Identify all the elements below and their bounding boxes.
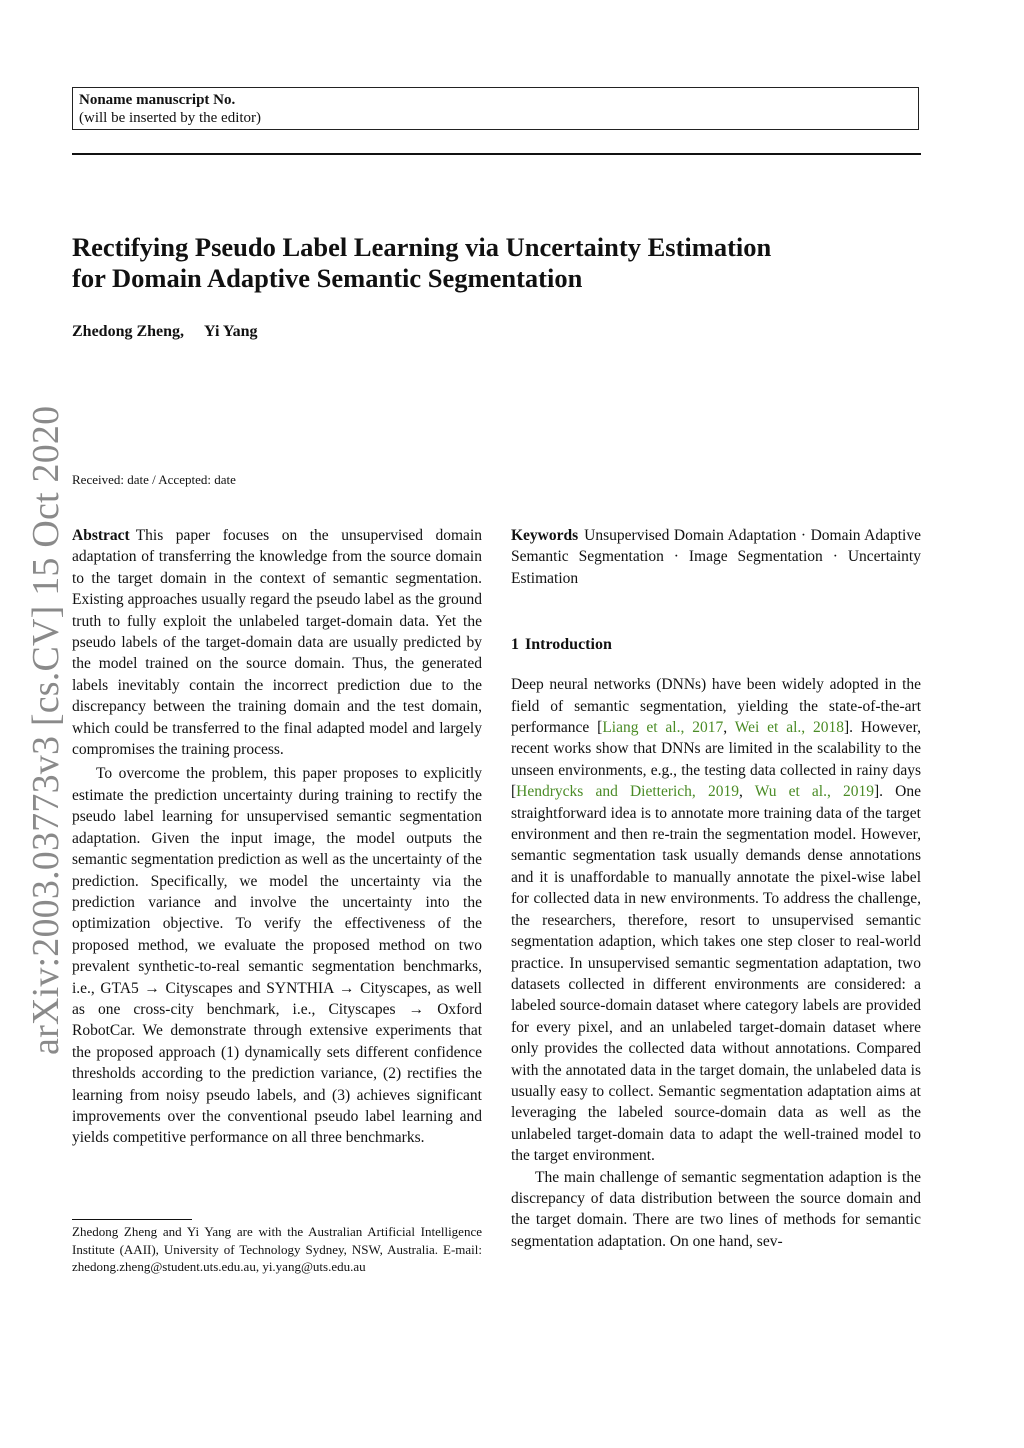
citation-link[interactable]: Hendrycks and Dietterich, 2019 <box>516 783 739 801</box>
author-1: Zhedong Zheng, <box>72 323 185 340</box>
intro-text-1: Deep neural networks (DNNs) have been widely adopted in the field of semantic segmentation, yielding the state-of-the-art performance [ <box>511 676 921 737</box>
author-2: Yi Yang <box>204 323 258 340</box>
section-title: Introduction <box>525 636 612 654</box>
section-heading-introduction <box>511 634 921 655</box>
header-rule <box>72 153 921 155</box>
intro-text-4: , <box>738 783 755 801</box>
author-list <box>72 323 258 341</box>
abstract-label: Abstract <box>72 527 130 544</box>
citation-link[interactable]: Wei et al., 2018 <box>734 719 845 737</box>
intro-text-5: ]. One straightforward idea is to annotate more training data of the target environment and then re-train the segmentation model. However, semantic segmentation task usually demands dense annotations and it is unaffordable to manually annotate the pixel-wise label for collected data in new environments. To address the challenge, the researchers, therefore, resort to unsupervised semantic segmentation adaption, which takes one step closer to real-world practice. In unsupervised semantic segmentation adaptation, two datasets collected in different environments are considered: a labeled source-domain dataset where category labels are provided for every pixel, and an unlabeled target-domain dataset where only provides the collected data without annotations. Compared with the annotated data in the target domain, the unlabeled data is usually easy to collect. Semantic segmentation adaptation aims at leveraging the labeled source-domain data as well as the unlabeled target-domain data to adapt the well-trained model to the target environment. <box>511 783 921 1165</box>
intro-text-2: , <box>723 719 735 737</box>
manuscript-number: Noname manuscript No. <box>79 92 236 108</box>
citation-link[interactable]: Liang et al., 2017 <box>602 719 724 737</box>
abstract-text-1: This paper focuses on the unsupervised domain adaptation of transferring the knowledge from the source domain to the target domain in the context of semantic segmentation. Existing approaches usually regard the pseudo label as the ground truth to fully exploit the unlabeled target-domain data. Yet the pseudo labels of the target-domain data are usually predicted by the model trained on the source domain. Thus, the generated labels inevitably contain the incorrect prediction due to the discrepancy between the training domain and the test domain, which could be transferred to the final adapted model and largely compromises the training process. <box>72 527 482 759</box>
right-column <box>511 525 921 1252</box>
arxiv-identifier-stamp: arXiv:2003.03773v3 [cs.CV] 15 Oct 2020 <box>25 405 67 1055</box>
paper-title <box>72 232 921 294</box>
left-column <box>72 525 482 1149</box>
keywords-text: Unsupervised Domain Adaptation · Domain Adaptive Semantic Segmentation · Image Segmentation · Uncertainty Estimation <box>511 527 921 587</box>
intro-paragraph-1 <box>511 674 921 1166</box>
editor-note: (will be inserted by the editor) <box>79 110 262 126</box>
manuscript-header-box <box>72 87 919 130</box>
intro-text-3: ]. However, recent works show that DNNs are limited in the scalability to the unseen environments, e.g., the testing data collected in rainy days [ <box>511 719 921 801</box>
paper-title-line-1: Rectifying Pseudo Label Learning via Uncertainty Estimation <box>72 232 772 262</box>
citation-link[interactable]: Wu et al., 2019 <box>754 783 874 801</box>
received-date: Received: date / Accepted: date <box>72 472 236 487</box>
keywords-label: Keywords <box>511 527 579 544</box>
section-number: 1 <box>511 636 519 654</box>
footnote-rule <box>72 1219 192 1220</box>
paper-title-line-2: for Domain Adaptive Semantic Segmentation <box>72 263 583 293</box>
abstract-paragraph-1 <box>72 525 482 760</box>
keywords-block <box>511 525 921 589</box>
abstract-paragraph-2: To overcome the problem, this paper proposes to explicitly estimate the prediction uncertainty during training to rectify the pseudo label learning for unsupervised semantic segmentation adaptation. Given the input image, the model outputs the semantic segmentation prediction as well as the uncertainty of the prediction. Specifically, we model the uncertainty via the prediction variance and involve the uncertainty into the optimization objective. To verify the effectiveness of the proposed method, we evaluate the proposed method on two prevalent synthetic-to-real semantic segmentation benchmarks, i.e., GTA5 → Cityscapes and SYNTHIA → Cityscapes, as well as one cross-city benchmark, i.e., Cityscapes → Oxford RobotCar. We demonstrate through extensive experiments that the proposed approach (1) dynamically sets different confidence thresholds according to the prediction variance, (2) rectifies the learning from noisy pseudo labels, and (3) achieves significant improvements over the conventional pseudo label learning and yields competitive performance on all three benchmarks. <box>72 765 482 1147</box>
intro-paragraph-2: The main challenge of semantic segmentation adaption is the discrepancy of data distribution between the source domain and the target domain. There are two lines of methods for semantic segmentation adaptation. On one hand, sev- <box>511 1168 921 1250</box>
author-affiliation-footnote: Zhedong Zheng and Yi Yang are with the Australian Artificial Intelligence Institute (AAII), University of Technology Sydney, NSW, Australia. E-mail: zhedong.zheng@student.uts.edu.au, yi.yang@uts.edu.au <box>72 1224 482 1274</box>
